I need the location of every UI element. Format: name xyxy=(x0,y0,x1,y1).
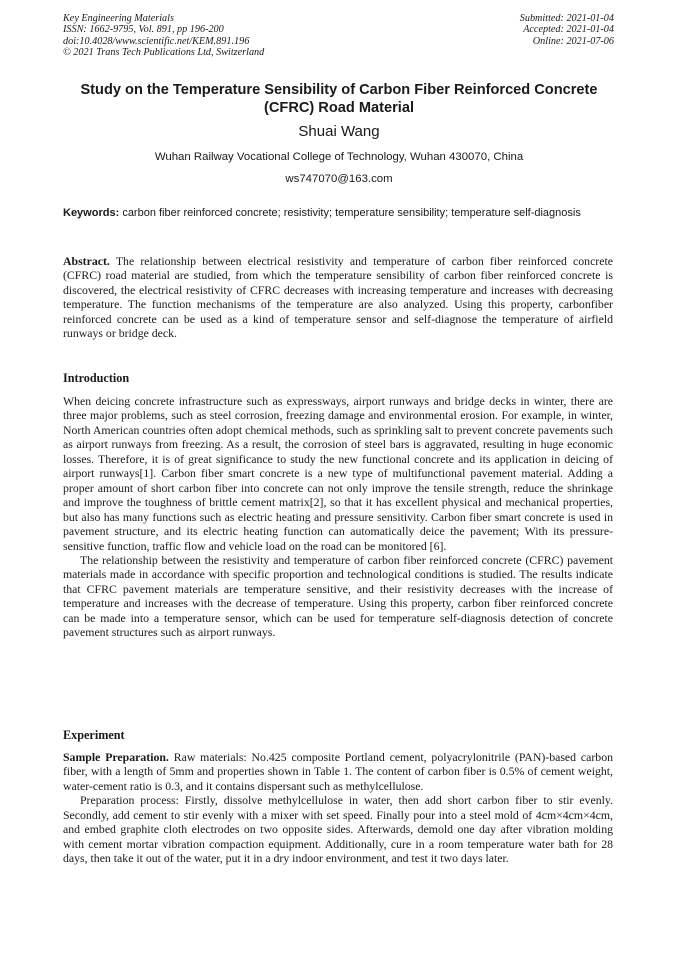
date-online: Online: 2021-07-06 xyxy=(532,35,614,47)
section-heading-introduction: Introduction xyxy=(63,371,130,385)
date-submitted: Submitted: 2021-01-04 xyxy=(519,13,614,24)
journal-issn: ISSN: 1662-9795, Vol. 891, pp 196-200 xyxy=(63,24,224,36)
author-email[interactable]: ws747070@163.com xyxy=(285,173,393,185)
date-accepted: Accepted: 2021-01-04 xyxy=(523,24,614,36)
experiment-body xyxy=(63,750,613,866)
keywords-label: Keywords: xyxy=(63,207,120,219)
journal-copyright: © 2021 Trans Tech Publications Ltd, Switzerland xyxy=(63,46,265,58)
section-heading-experiment: Experiment xyxy=(63,728,125,742)
keywords-text: carbon fiber reinforced concrete; resistivity; temperature sensibility; temperature self-diagnosis xyxy=(122,207,581,219)
author-name: Shuai Wang xyxy=(298,123,380,140)
sample-preparation-label: Sample Preparation. xyxy=(63,750,169,764)
paper-title: Study on the Temperature Sensibility of Carbon Fiber Reinforced Concrete (CFRC) Road Material xyxy=(80,82,598,116)
abstract-label: Abstract. xyxy=(63,254,110,268)
abstract-block xyxy=(63,254,613,341)
publication-dates xyxy=(520,13,614,47)
journal-info xyxy=(63,13,264,58)
intro-paragraph-1: When deicing concrete infrastructure such as expressways, airport runways and bridge decks in winter, there are three major problems, such as steel corrosion, freezing damage and environmental erosion. For example, in winter, North American countries often adopt chemical methods, such as sprinkling salt to prevent concrete pavements such as airport runways from freezing. As a result, the corrosion of steel bars is aggravated, resulting in huge economic losses. Therefore, it is of great significance to study the new functional concrete and its application in deicing of airport runways[1]. Carbon fiber smart concrete is a new type of multifunctional pavement material. Adding a proper amount of short carbon fiber into concrete can not only improve the tensile strength, reduce the shrinkage and improve the toughness of brittle cement matrix[2], so that it has excellent physical and mechanical properties, but also has many functions such as electric heating and pressure sensitivity. Carbon fiber smart concrete is used in pavement structure, and its electric heating function can automatically deice the pavement; With its pressure-sensitive function, traffic flow and vehicle load on the road can be monitored [6]. xyxy=(63,394,613,553)
introduction-body xyxy=(63,394,613,640)
preparation-process-paragraph: Preparation process: Firstly, dissolve methylcellulose in water, then add short carbon fiber to stir evenly. Secondly, add cement to stir evenly with a mixer with set speed. Finally pour into a steel mold of 4cm×4cm×4cm, and embed graphite cloth electrodes on two opposite sides. Afterwards, demold one day after vibration molding with cement mortar vibration compaction equipment. Additionally, cure in a room temperature water bath for 28 days, then take it out of the water, put it in a dry indoor environment, and test it two days later. xyxy=(63,793,613,866)
sample-preparation-text: Raw materials: No.425 composite Portland cement, polyacrylonitrile (PAN)-based carbon fiber, with a length of 5mm and properties shown in Table 1. The content of carbon fiber is 0.5% of cement weight, water-cement ratio is 0.3, and it contains dispersant such as methylcellulose. xyxy=(63,750,613,793)
journal-doi[interactable]: doi:10.4028/www.scientific.net/KEM.891.196 xyxy=(63,35,250,47)
keywords-block xyxy=(63,206,613,220)
abstract-text: The relationship between electrical resistivity and temperature of carbon fiber reinforced concrete (CFRC) road material are studied, from which the temperature sensibility of carbon fiber reinforced concrete is discovered, the electrical resistivity of CFRC decreases with increasing temperature and increases with decreasing temperature. The function mechanisms of the temperature are also analyzed. Using this property, carbonfiber reinforced concrete can be used as a kind of temperature sensor and self-diagnose the temperature of airfield runways or bridge deck. xyxy=(63,254,613,341)
author-affiliation: Wuhan Railway Vocational College of Technology, Wuhan 430070, China xyxy=(154,151,524,163)
intro-paragraph-2: The relationship between the resistivity and temperature of carbon fiber reinforced concrete (CFRC) pavement materials made in accordance with specific proportion and technological conditions is studied. The results indicate that CFRC pavement materials are temperature sensitive, and their resistivity decreases with the increase of temperature and increases with the decrease of temperature. Using this property, carbon fiber reinforced concrete can be made into a temperature sensor, which can be used for temperature self-diagnosis detection of concrete pavement structures such as airport runways. xyxy=(63,552,613,640)
journal-name: Key Engineering Materials xyxy=(63,13,174,24)
